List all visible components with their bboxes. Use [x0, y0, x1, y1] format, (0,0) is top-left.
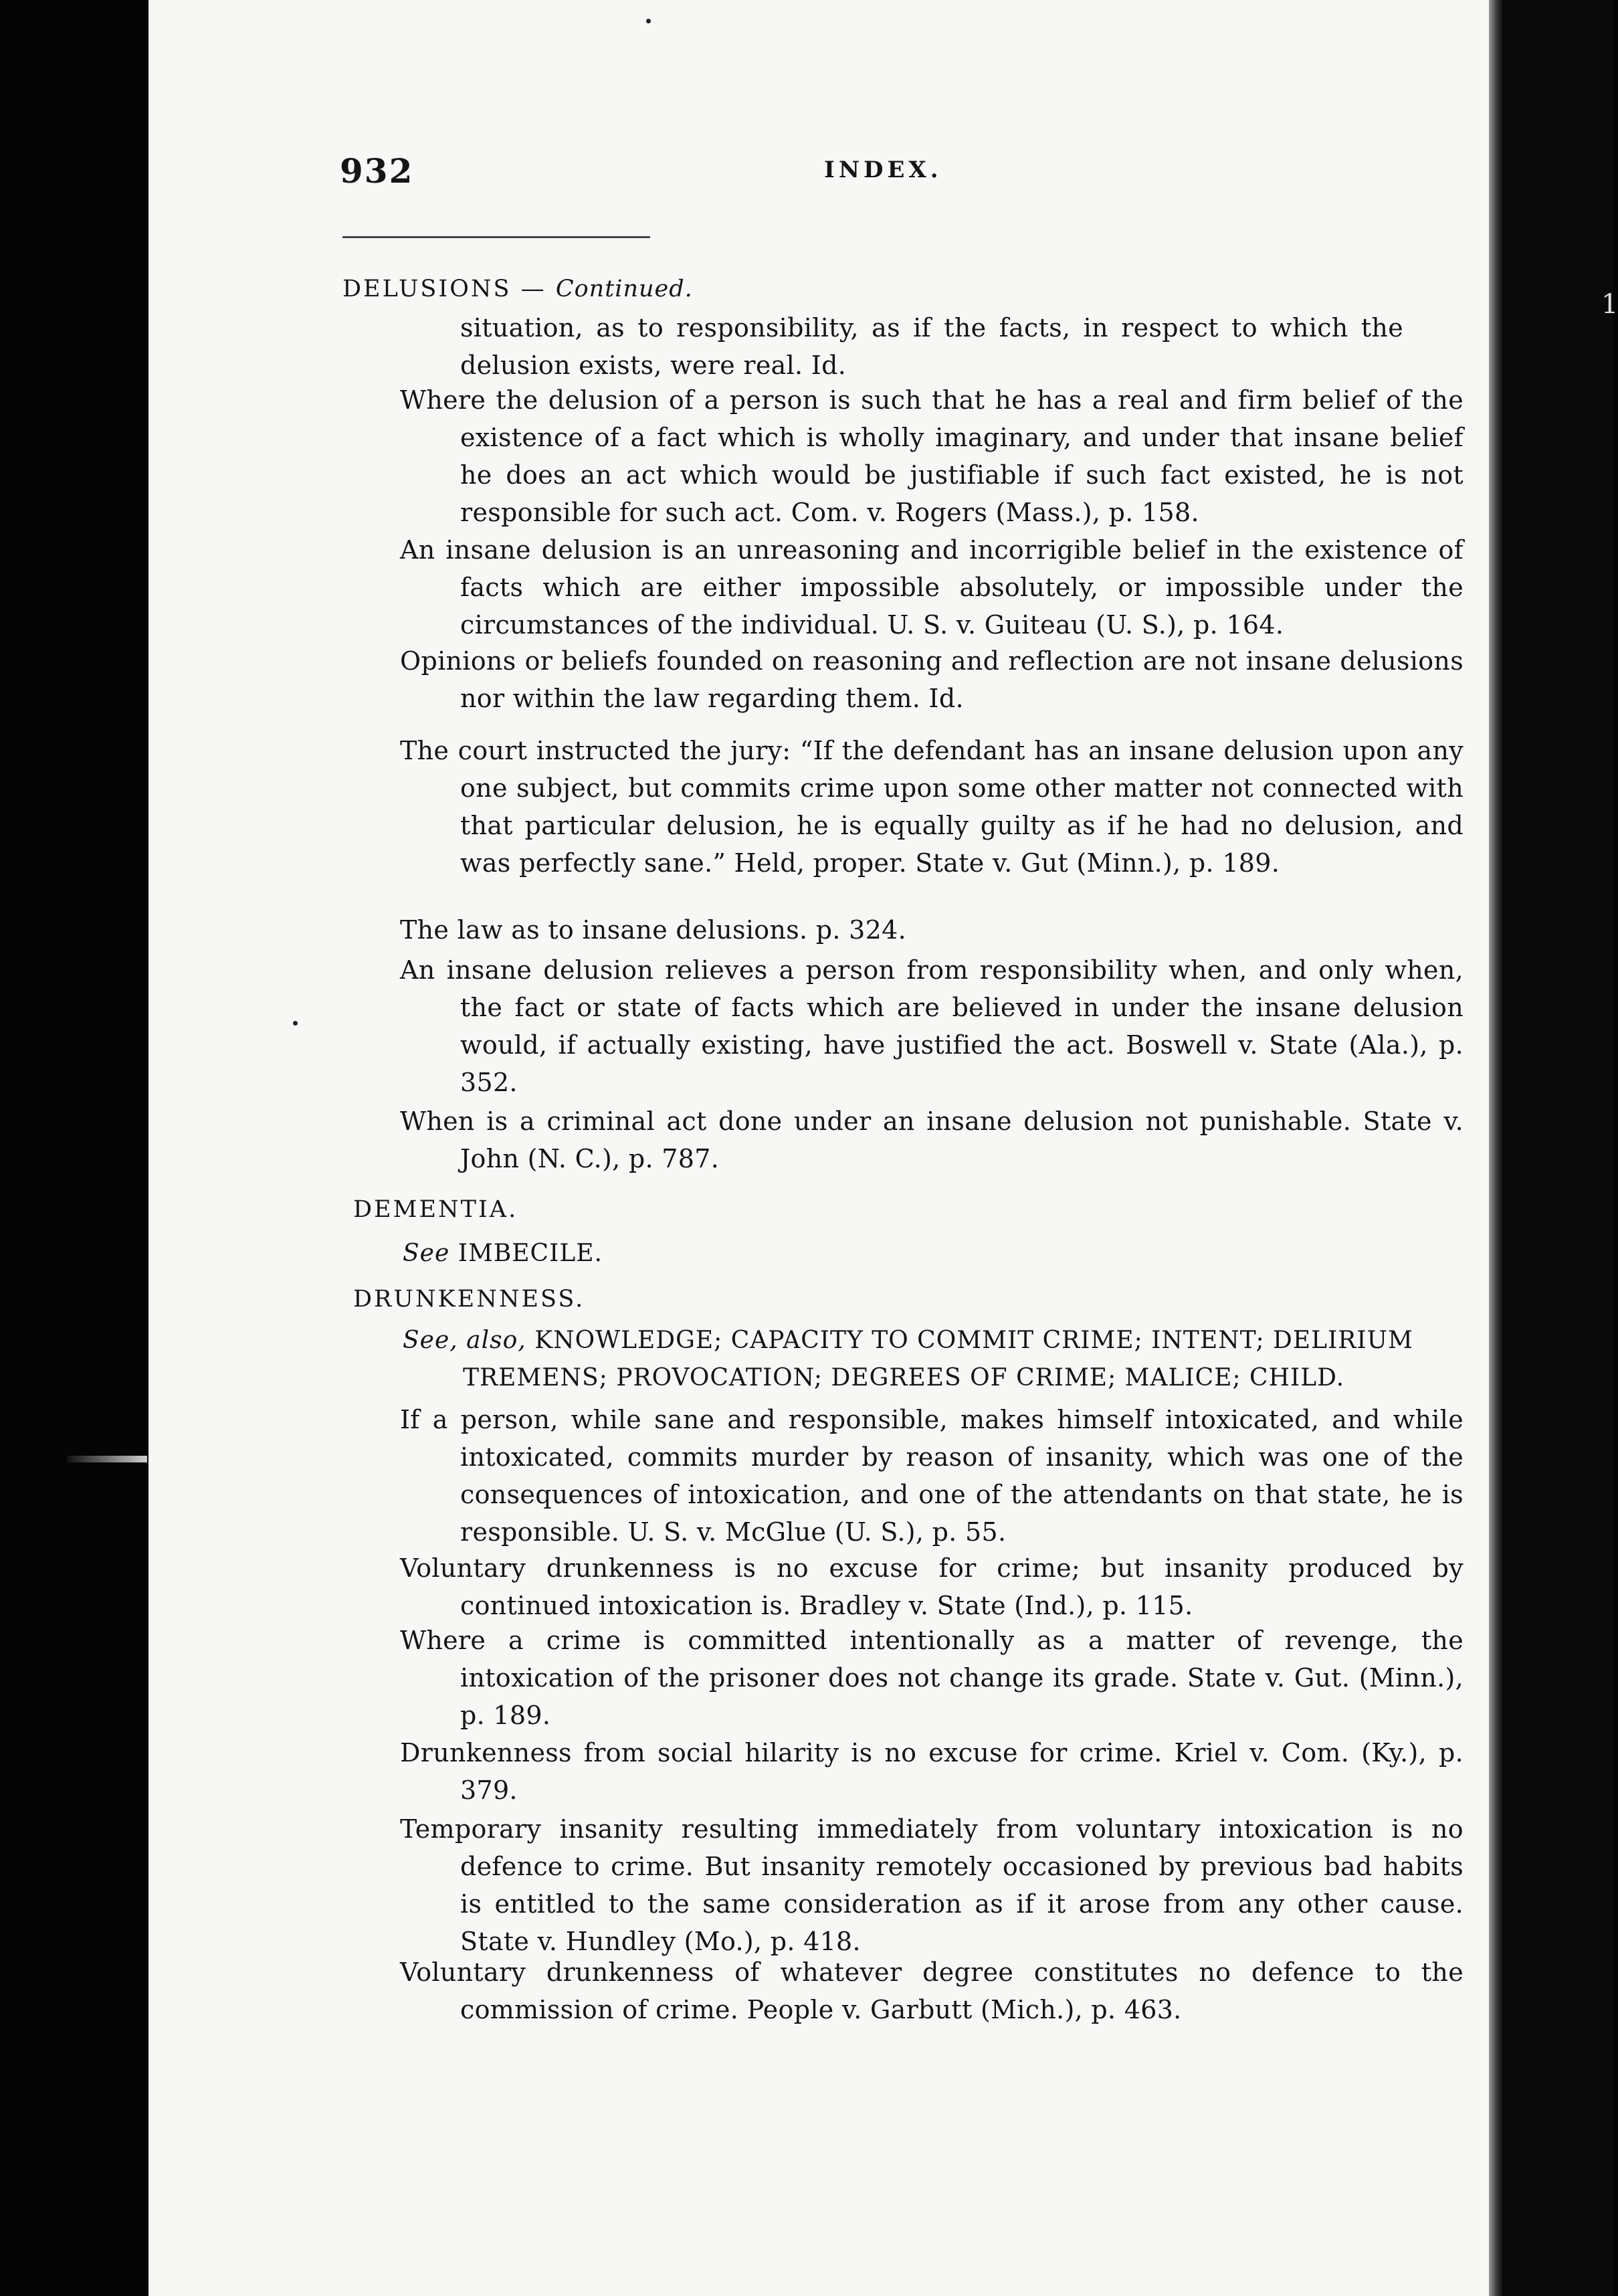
scan-border — [1502, 0, 1613, 2296]
continued-label: Continued. — [555, 276, 693, 302]
see-reference — [403, 1235, 1459, 1272]
index-entry: Where a crime is committed intentionally as a matter of revenge, the intoxication of the prisoner does not change its grade. State v. Gut. (Minn.), p. 189. — [400, 1626, 1463, 1730]
index-entry: The law as to insane delusions. p. 324. — [400, 915, 906, 945]
running-head: INDEX. — [824, 157, 942, 183]
cross-reference: KNOWLEDGE; CAPACITY TO COMMIT CRIME; INTENT; DELIRIUM TREMENS; PROVOCATION; DEGREES OF CRIME; MALICE; CHILD. — [463, 1327, 1413, 1392]
scan-artifact — [67, 1456, 147, 1462]
index-entry: Temporary insanity resulting immediately from voluntary intoxication is no defence to crime. But insanity remotely occasioned by previous bad habits is entitled to the same consideration as if it arose from any other cause. State v. Hundley (Mo.), p. 418. — [400, 1814, 1463, 1956]
see-also-label: See, also, — [403, 1327, 526, 1354]
index-entry: Where the delusion of a person is such that he has a real and firm belief of the existence of a fact which is wholly imaginary, and under that insane belief he does an act which would be justifiable if such fact existed, he is not responsible for such act. Com. v. Rogers (Mass.), p. 158. — [400, 385, 1463, 527]
section-heading-dementia: DEMENTIA. — [353, 1196, 518, 1223]
index-entry: situation, as to responsibility, as if the facts, in respect to which the delusion exists, were real. Id. — [460, 313, 1403, 380]
index-entry: An insane delusion is an unreasoning and incorrigible belief in the existence of facts which are either impossible absolutely, or impossible under the circumstances of the individual. U. S. v. Guiteau (U. S.), p. 164. — [400, 535, 1463, 640]
index-entry: The court instructed the jury: “If the defendant has an insane delusion upon any one subject, but commits crime upon some other matter not connected with that particular delusion, he is equally guilty as if he had no delusion, and was perfectly sane.” Held, proper. State v. Gut (Minn.), p. 189. — [400, 736, 1463, 878]
index-entry: An insane delusion relieves a person from responsibility when, and only when, the fact or state of facts which are believed in under the insane delusion would, if actually existing, have justified the act. Boswell v. State (Ala.), p. 352. — [400, 955, 1463, 1097]
speck — [293, 1021, 298, 1026]
binding-shadow — [1489, 0, 1502, 2296]
index-entry: When is a criminal act done under an insane delusion not punishable. State v. John (N. C.), p. 787. — [400, 1107, 1463, 1173]
index-entry: Voluntary drunkenness is no excuse for crime; but insanity produced by continued intoxication is. Bradley v. State (Ind.), p. 115. — [400, 1553, 1463, 1620]
see-label: See — [403, 1240, 450, 1267]
see-also-reference — [403, 1322, 1459, 1397]
page-number: 932 — [340, 151, 414, 191]
index-entry: Opinions or beliefs founded on reasoning and reflection are not insane delusions nor within the law regarding them. Id. — [400, 646, 1463, 713]
cross-reference: IMBECILE. — [458, 1240, 603, 1267]
section-heading-delusions — [342, 273, 693, 305]
speck — [646, 19, 651, 23]
index-entry: If a person, while sane and responsible, makes himself intoxicated, and while intoxicated, commits murder by reason of insanity, which was one of the consequences of intoxication, and one of the attendants on that state, he is responsible. U. S. v. McGlue (U. S.), p. 55. — [400, 1405, 1463, 1547]
index-entry: Voluntary drunkenness of whatever degree constitutes no defence to the commission of crime. People v. Garbutt (Mich.), p. 463. — [400, 1957, 1463, 2024]
heading-text: DELUSIONS — — [342, 276, 546, 302]
header-rule — [342, 236, 650, 238]
bleed-through-mark: 1 — [1601, 289, 1618, 320]
index-entry: Drunkenness from social hilarity is no excuse for crime. Kriel v. Com. (Ky.), p. 379. — [400, 1738, 1463, 1805]
section-heading-drunkenness: DRUNKENNESS. — [353, 1286, 585, 1313]
